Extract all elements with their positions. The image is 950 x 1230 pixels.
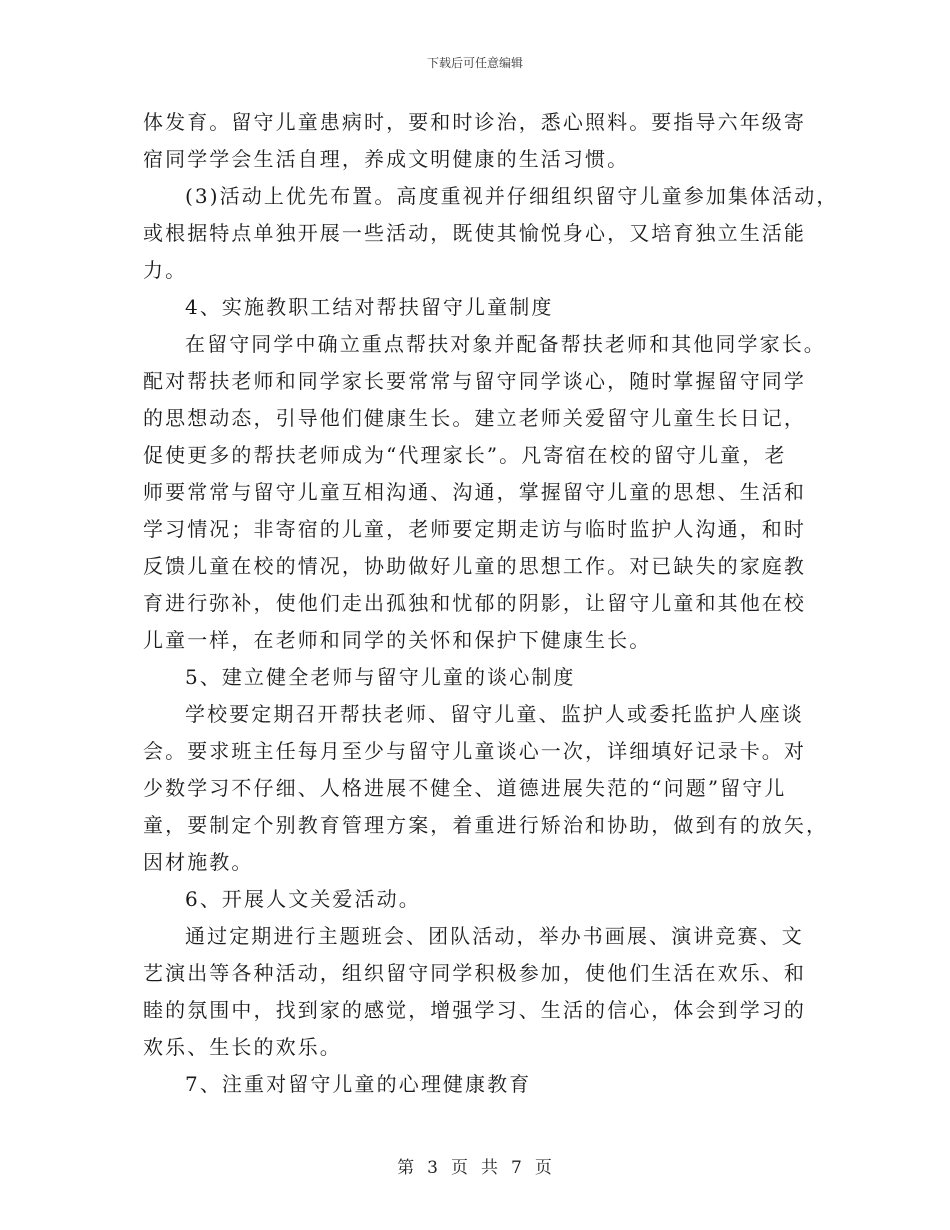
footer-prefix: 第	[397, 1158, 416, 1178]
document-body	[143, 104, 839, 1103]
text-line: 的思想动态，引导他们健康生长。建立老师关爱留守儿童生长日记，	[143, 406, 806, 430]
text-line: 配对帮扶老师和同学家长要常常与留守同学谈心，随时掌握留守同学	[143, 369, 806, 393]
text-line: 因材施教。	[143, 850, 254, 874]
footer-suffix: 页	[534, 1158, 553, 1178]
text-line: 育进行弥补，使他们走出孤独和忧郁的阴影，让留守儿童和其他在校	[143, 591, 806, 615]
text-line: 少数学习不仔细、人格进展不健全、道德进展失范的“问题”留守儿	[143, 776, 787, 800]
text-line: 或根据特点单独开展一些活动，既使其愉悦身心，又培育独立生活能	[143, 221, 806, 245]
text-line: 会。要求班主任每月至少与留守儿童谈心一次，详细填好记录卡。对	[143, 739, 806, 763]
text-line: 5、建立健全老师与留守儿童的谈心制度	[185, 665, 576, 689]
page-footer	[0, 1153, 950, 1178]
text-line: 反馈儿童在校的情况，协助做好儿童的思想工作。对已缺失的家庭教	[143, 554, 806, 578]
text-line: 促使更多的帮扶老师成为“代理家长”。凡寄宿在校的留守儿童，老	[143, 443, 787, 467]
text-line: 力。	[143, 258, 188, 282]
text-line: 儿童一样，在老师和同学的关怀和保护下健康生长。	[143, 628, 652, 652]
text-line: 7、注重对留守儿童的心理健康教育	[185, 1072, 532, 1096]
text-line: 学习情况；非寄宿的儿童，老师要定期走访与临时监护人沟通，和时	[143, 517, 806, 541]
text-line: 在留守同学中确立重点帮扶对象并配备帮扶老师和其他同学家长。	[185, 332, 826, 356]
text-line: 欢乐、生长的欢乐。	[143, 1035, 342, 1059]
text-line: 通过定期进行主题班会、团队活动，举办书画展、演讲竞赛、文	[185, 924, 804, 948]
text-line: 学校要定期召开帮扶老师、留守儿童、监护人或委托监护人座谈	[185, 702, 804, 726]
text-line: (3)活动上优先布置。高度重视并仔细组织留守儿童参加集体活动，	[185, 184, 839, 208]
footer-total-word: 共	[481, 1158, 499, 1178]
footer-current-page: 3	[427, 1158, 439, 1178]
text-line: 6、开展人文关爱活动。	[185, 887, 421, 911]
text-line: 睦的氛围中，找到家的感觉，增强学习、生活的信心，体会到学习的	[143, 998, 806, 1022]
page-header: 下载后可任意编辑	[426, 56, 523, 70]
text-line: 童，要制定个别教育管理方案，着重进行矫治和协助，做到有的放矢，	[143, 813, 829, 837]
text-line: 艺演出等各种活动，组织留守同学积极参加，使他们生活在欢乐、和	[143, 961, 806, 985]
text-line: 师要常常与留守儿童互相沟通、沟通，掌握留守儿童的思想、生活和	[143, 480, 806, 504]
text-line: 4、实施教职工结对帮扶留守儿童制度	[185, 295, 554, 319]
text-line: 体发育。留守儿童患病时，要和时诊治，悉心照料。要指导六年级寄	[143, 110, 806, 134]
footer-total-pages: 7	[511, 1158, 523, 1178]
text-line: 宿同学学会生活自理，养成文明健康的生活习惯。	[143, 147, 630, 171]
footer-page-word: 页	[451, 1158, 469, 1178]
